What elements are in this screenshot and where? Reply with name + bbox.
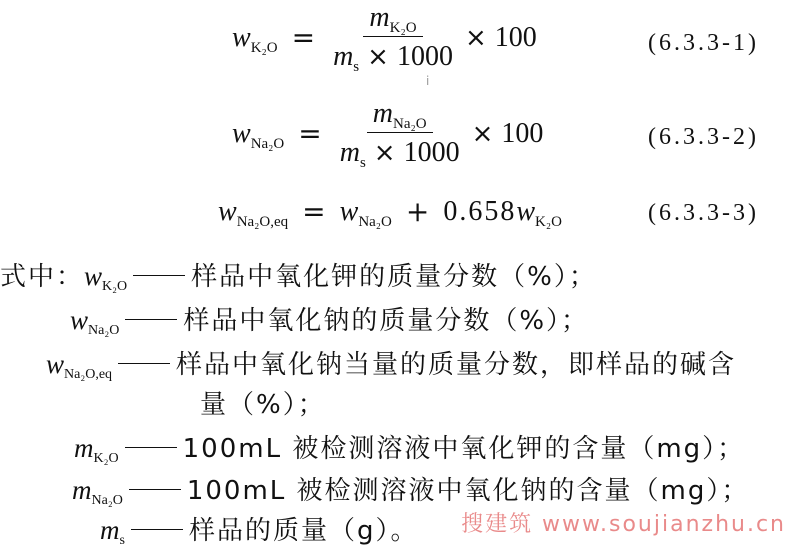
equals-sign: =: [302, 195, 326, 228]
denominator-sub: s: [353, 59, 360, 75]
equation-1-numerator: [363, 4, 422, 37]
equation-3-number: (6.3.3-3): [648, 200, 759, 226]
legend-symbol: [74, 433, 119, 466]
legend-symbol: [72, 475, 123, 508]
legend-symbol: [70, 305, 120, 338]
legend-symbol: [84, 261, 128, 294]
equation-3-term-1: [339, 196, 392, 230]
plus-sign: +: [405, 195, 430, 228]
legend-description: 100mL 被检测溶液中氧化钠的含量（mg）；: [186, 476, 750, 506]
denominator-var: m: [339, 137, 360, 168]
numerator-var: m: [369, 2, 390, 33]
legend-symbol: [46, 349, 113, 382]
numerator-sub: Na₂O: [392, 116, 427, 132]
term-2-sub: K₂O: [535, 214, 562, 230]
equation-3-coefficient: 0.658: [443, 196, 517, 227]
equation-2: [232, 98, 544, 171]
legend-lead: 式中：: [0, 262, 85, 292]
equation-1-number: (6.3.3-1): [648, 30, 759, 56]
term-1-var: w: [339, 196, 359, 227]
equals-sign: =: [291, 20, 316, 54]
equation-2-factor: 100: [501, 117, 544, 149]
legend-dash: [125, 319, 177, 320]
equation-2-fraction: [339, 98, 460, 171]
numerator-sub: K₂O: [389, 20, 417, 36]
legend-row-5: [72, 470, 749, 507]
denominator-constant: 1000: [396, 41, 453, 72]
times-sign: ×: [373, 138, 396, 168]
denominator-sub: s: [359, 155, 366, 171]
numerator-var: m: [372, 98, 393, 129]
denominator-constant: 1000: [403, 137, 460, 168]
legend-var: w: [84, 261, 103, 291]
times-sign: ×: [367, 42, 389, 72]
legend-dash: [129, 489, 181, 490]
equation-1-lhs-sub: K₂O: [250, 39, 278, 56]
legend-description: 100mL 被检测溶液中氧化钾的含量（mg）；: [182, 434, 746, 464]
equation-2-numerator: [367, 100, 433, 133]
legend-var: m: [72, 475, 92, 505]
equation-2-lhs: [232, 117, 285, 152]
legend-dash: [125, 447, 177, 448]
legend-description: 样品中氧化钠当量的质量分数，即样品的碱含: [176, 350, 737, 380]
times-sign: ×: [464, 22, 487, 53]
watermark: 搜建筑 www.soujianzhu.cn: [461, 512, 786, 537]
equation-3-lhs-sub: Na₂O,eq: [236, 214, 289, 230]
legend-symbol: [100, 515, 125, 548]
equation-2-denominator: [339, 133, 460, 171]
legend-description-continued: 量（%）；: [200, 390, 326, 420]
legend-description: 样品中氧化钾的质量分数（%）；: [191, 262, 597, 292]
equation-1-lhs-var: w: [232, 21, 251, 53]
legend-sub: s: [119, 533, 125, 548]
legend-row-3-continued: [200, 384, 326, 421]
equation-2-lhs-sub: Na₂O: [250, 135, 285, 152]
equation-1-lhs: [232, 21, 278, 56]
term-2-var: w: [516, 196, 536, 227]
equation-1-denominator: [333, 37, 453, 75]
legend-var: m: [100, 515, 120, 545]
legend-sub: K₂O: [102, 279, 128, 294]
times-sign: ×: [471, 118, 494, 149]
equation-3-lhs: [218, 196, 289, 230]
equation-2-lhs-var: w: [232, 117, 251, 149]
term-1-sub: Na₂O: [358, 214, 392, 230]
legend-sub: Na₂O: [88, 323, 120, 338]
legend-var: m: [74, 433, 94, 463]
legend-row-1: [0, 256, 597, 293]
legend-row-2: [70, 300, 589, 337]
equation-3-lhs-var: w: [218, 196, 237, 227]
equation-1: [232, 2, 537, 75]
equals-sign: =: [298, 116, 322, 150]
stray-mark: i: [426, 74, 430, 88]
legend-sub: Na₂O,eq: [64, 367, 113, 382]
equation-2-number: (6.3.3-2): [648, 124, 759, 150]
equation-3: [218, 196, 562, 228]
legend-dash: [118, 363, 170, 364]
legend-sub: K₂O: [93, 451, 119, 466]
legend-var: w: [70, 305, 89, 335]
denominator-var: m: [333, 41, 354, 72]
legend-dash: [133, 275, 185, 276]
legend-row-3: [46, 344, 736, 381]
legend-row-4: [74, 428, 745, 465]
equation-1-factor: 100: [494, 21, 537, 53]
legend-description: 样品中氧化钠的质量分数（%）；: [183, 306, 590, 336]
legend-sub: Na₂O: [91, 493, 123, 508]
legend-dash: [131, 529, 183, 530]
equation-1-fraction: [333, 2, 453, 75]
equation-3-term-2: [516, 196, 562, 230]
legend-var: w: [46, 349, 65, 379]
legend-row-6: [100, 510, 418, 547]
legend-description: 样品的质量（g）。: [188, 516, 419, 546]
